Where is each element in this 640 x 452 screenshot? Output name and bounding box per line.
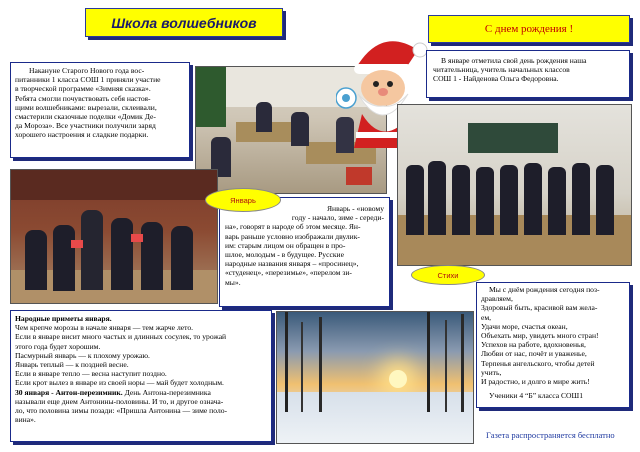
folk-signs-text: [15, 314, 267, 424]
text-line: щими волшебниками: вырезали, склеивали,: [15, 102, 157, 112]
poem-text: [481, 285, 625, 400]
text-line: Любви от нас, почёт и уваженье,: [481, 349, 587, 359]
text-line: Пасмурный январь — к плохому урожаю.: [15, 350, 150, 360]
newspaper-title: Школа волшебников: [111, 14, 257, 31]
poem-box: [476, 282, 630, 408]
text-line: вина».: [15, 415, 36, 425]
text-line: питанники 1 класса СОШ 1 приняли участие: [15, 75, 161, 85]
january-tag: [205, 188, 281, 212]
poem-signature: Ученики 4 “Б” класса СОШ1: [489, 391, 583, 401]
text-line: читательница, учитель начальных классов: [433, 65, 570, 75]
text-line: ло, что половина зимы позади: «Пришла Антонина — зиме поло-: [15, 406, 228, 416]
text-line: да Мороза». Все участники получили заряд: [15, 121, 156, 131]
footer-note: Газета распространяется бесплатно: [486, 430, 615, 440]
text-line: Если в январе тепло — весна наступит поздно.: [15, 369, 167, 379]
text-line: СОШ 1 - Найденова Ольга Федоровна.: [433, 74, 559, 84]
january-tag-label: Январь: [230, 195, 256, 205]
school-article: [10, 62, 190, 158]
text-line: Январь теплый — к поздней весне.: [15, 360, 129, 370]
anton-day-heading: 30 января - Антон-перезимник.: [15, 387, 123, 397]
text-line: на», говорят в народе об этом месяце. Ян-: [225, 222, 361, 232]
text-line: В январе отметила свой день рождения наша: [441, 56, 587, 65]
text-line: И радостно, и долго в мире жить!: [481, 377, 590, 387]
january-article: [219, 197, 390, 307]
text-line: называли еще днем Антонины-половины. И то, и другое означа-: [15, 396, 224, 406]
text-line: Здоровый быть, красивой вам жела-: [481, 303, 598, 313]
poem-tag: [411, 265, 485, 285]
text-line: ем,: [481, 312, 492, 322]
birthday-banner: [428, 15, 630, 43]
students-lineup-photo: [397, 104, 632, 266]
text-line: Удачи море, счастья океан,: [481, 321, 568, 331]
text-line: [15, 388, 267, 397]
text-line: Успехов на работе, вдохновенья,: [481, 340, 586, 350]
text-line: Январь - «новому: [326, 204, 384, 213]
text-line: Чем крепче морозы в начале января — тем жарче лето.: [15, 323, 194, 333]
class-group-photo: [10, 169, 218, 304]
title-banner: [85, 8, 283, 37]
folk-signs-box: [10, 310, 272, 442]
text-line: хорошего настроения и сладкие подарки.: [15, 130, 149, 140]
text-line: в творческой программе «Зимняя сказка».: [15, 84, 151, 94]
text-line: шлое, молодым - в будущее. Русские: [225, 250, 344, 260]
text-line: Если в январе висит много частых и длинных сосулек, то урожай: [15, 332, 227, 342]
text-line: Накануне Старого Нового года вос-: [29, 66, 145, 75]
text-line: мы».: [225, 277, 241, 287]
text-line: народные названия января – «просинец»,: [225, 259, 359, 269]
january-article-text: [225, 204, 384, 287]
text-line: учить,: [481, 367, 502, 377]
folk-signs-heading: Народные приметы января.: [15, 314, 112, 323]
text-line: смастерили сказочные поделки «Домик Де-: [15, 112, 156, 122]
text-line: Терпенья ангельского, чтобы детей: [481, 358, 595, 368]
text-line: «студенец», «перезимье», «перелом зи-: [225, 268, 352, 278]
birthday-note-text: [433, 56, 623, 84]
text-line: им: старым лицом он обращен в про-: [225, 240, 346, 250]
text-line: Если крот вылез в январе из своей норы — май будет холодным.: [15, 378, 224, 388]
birthday-note: [426, 50, 630, 98]
winter-forest-photo: [276, 311, 474, 444]
text-line: День Антона-перезимника: [122, 387, 211, 397]
text-line: этого года будет хорошим.: [15, 341, 101, 351]
text-line: дравляем,: [481, 294, 513, 304]
poem-tag-label: Стихи: [437, 270, 459, 280]
birthday-title: С днем рождения !: [484, 23, 574, 35]
school-article-text: [15, 66, 185, 140]
text-line: Мы с днём рождения сегодня поз-: [489, 285, 600, 294]
text-line: варь раньше условно изображали двулик-: [225, 231, 360, 241]
text-line: году - начало, зиме - середи-: [291, 213, 384, 223]
text-line: Ребята смогли почувствовать себя настоя-: [15, 93, 151, 103]
text-line: Объехать мир, увидеть много стран!: [481, 331, 599, 341]
